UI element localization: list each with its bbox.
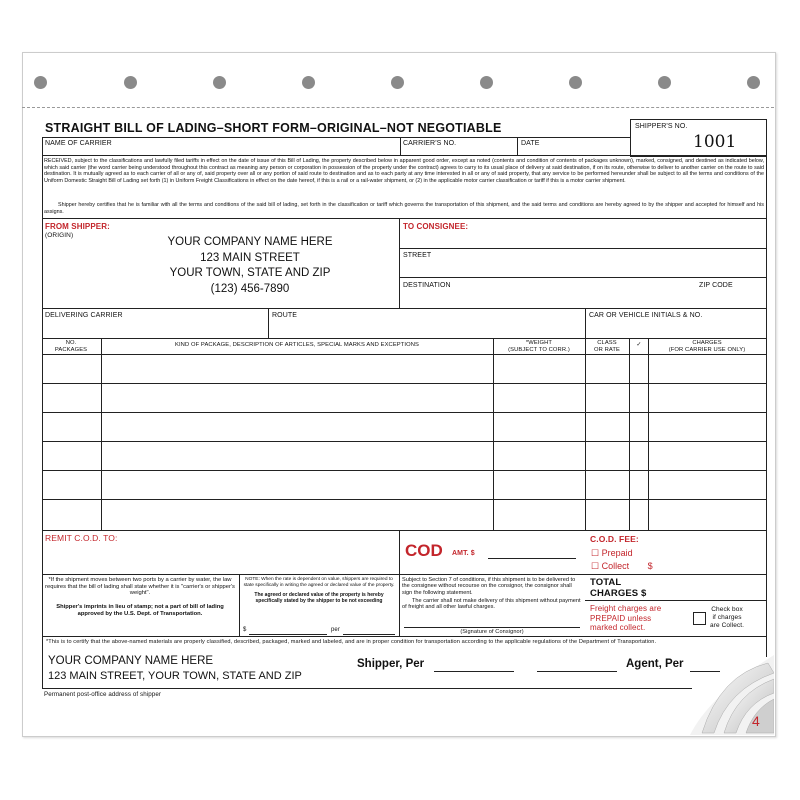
- shipper-company-city: YOUR TOWN, STATE AND ZIP: [169, 267, 331, 279]
- value-note: NOTE: When the rate is dependent on value, shippers are required to state specifically in writing the agreed or declared value of the property.: [243, 577, 395, 588]
- certify-statement: *This is to certify that the above-named materials are properly classified, described, packaged, marked and labeled, and are in proper condition for transportation according to the applicable regulations of the Department of Transportation.: [46, 639, 657, 645]
- table-row[interactable]: [42, 499, 766, 500]
- col-weight: *WEIGHT (SUBJECT TO CORR.): [508, 340, 570, 353]
- punch-hole: [480, 76, 493, 89]
- shippers-no-label: SHIPPER'S NO.: [635, 123, 688, 130]
- value-per: per: [331, 627, 340, 633]
- shipper-company-street: 123 MAIN STREET: [200, 251, 300, 264]
- punch-hole: [213, 76, 226, 89]
- footer-company-address: 123 MAIN STREET, YOUR TOWN, STATE AND ZIP: [48, 670, 302, 682]
- punch-hole: [124, 76, 137, 89]
- section7-statement: Subject to Section 7 of conditions, if this shipment is to be delivered to the consignee without recourse on the consignor, the consignor shall sign the following statement.: [402, 577, 576, 596]
- perforation-line: [22, 107, 774, 108]
- terms-certifies: Shipper hereby certifies that he is familiar with all the terms and conditions of the said bill of lading, set forth in the classification or tariff which governs the transportation of this shipment, and the said terms and conditions are hereby agreed to by the shipper and accepted for himself and his assigns.: [44, 202, 764, 215]
- from-shipper-label: FROM SHIPPER:: [45, 222, 110, 231]
- zip-code-label: ZIP CODE: [699, 282, 733, 289]
- delivering-carrier-label: DELIVERING CARRIER: [45, 312, 123, 319]
- carriers-no-label: CARRIER'S NO.: [403, 140, 457, 147]
- punch-hole: [302, 76, 315, 89]
- table-row[interactable]: [42, 412, 766, 413]
- table-row[interactable]: [42, 470, 766, 471]
- section7-delivery: The carrier shall not make delivery of this shipment without payment of freight and all other lawful charges.: [402, 598, 581, 611]
- form-title: STRAIGHT BILL OF LADING–SHORT FORM–ORIGINAL–NOT NEGOTIABLE: [45, 121, 502, 135]
- street-label: STREET: [403, 252, 432, 259]
- col-charges: CHARGES (FOR CARRIER USE ONLY): [668, 340, 746, 353]
- collect-option[interactable]: ☐ Collect $: [591, 561, 653, 571]
- table-row[interactable]: [42, 441, 766, 442]
- punch-hole: [391, 76, 404, 89]
- check-box-note: Check box if charges are Collect.: [710, 606, 745, 629]
- col-description: KIND OF PACKAGE, DESCRIPTION OF ARTICLES, SPECIAL MARKS AND EXCEPTIONS: [175, 342, 419, 348]
- col-no-packages: NO. PACKAGES: [54, 340, 88, 353]
- col-check-icon: ✓: [636, 342, 642, 348]
- page-curl-icon: [690, 655, 774, 735]
- to-consignee-label: TO CONSIGNEE:: [403, 222, 469, 231]
- shipper-company-name: YOUR COMPANY NAME HERE: [167, 236, 333, 248]
- punch-hole: [569, 76, 582, 89]
- date-label: DATE: [521, 140, 540, 147]
- checkbox-icon[interactable]: ☐: [591, 548, 600, 558]
- punch-hole: [658, 76, 671, 89]
- agent-per-label: Agent, Per: [626, 658, 684, 670]
- car-initials-label: CAR OR VEHICLE INITIALS & NO.: [589, 312, 703, 319]
- punch-hole: [34, 76, 47, 89]
- destination-label: DESTINATION: [403, 282, 451, 289]
- cod-label: COD: [405, 541, 443, 560]
- value-dollar: $: [243, 627, 247, 633]
- shippers-no-value: 1001: [693, 132, 737, 152]
- footer-company-name: YOUR COMPANY NAME HERE: [48, 655, 214, 667]
- prepaid-option[interactable]: ☐ Prepaid: [591, 548, 633, 558]
- imprint-note: Shipper's imprints in lieu of stamp; not a part of bill of lading approved by the U.S. Dept. of Transportation.: [56, 604, 224, 617]
- terms-received: RECEIVED, subject to the classifications and lawfully filed tariffs in effect on the date of issue of this Bill of Lading, the property described below in apparent good order, except as noted (contents and condition of contents of packages unknown), marked, consigned, and destined as indicated below, which said carrier (the word carrier being understood throughout this contract as meaning any person or corporation in possession of the property under the contract) agrees to carry to its usual place of delivery at said destination, if on its route, otherwise to deliver to another carrier on the route to said destination. It is mutually agreed as to each carrier of all or any of, said property over all or any portion of said route to destination and as to each party at any time interested in all or any of said property, that any service to be performed hereunder shall be subject to all the terms and conditions of the Uniform Domestic Straight Bill of Lading set forth (1) in Uniform Freight Classifications in effect on the date hereof, if this is a rail or a rail-water shipment, or (2) in the applicable motor carrier classification or tariff if this is a motor carrier shipment.: [44, 158, 764, 184]
- origin-label: (ORIGIN): [45, 232, 74, 239]
- permanent-address-label: Permanent post-office address of shipper: [44, 691, 162, 698]
- cod-fee-label: C.O.D. FEE:: [590, 534, 639, 544]
- shippers-no-box[interactable]: [630, 119, 767, 157]
- declared-value-note: The agreed or declared value of the property is hereby specifically stated by the shipper to be not exceeding: [254, 592, 384, 604]
- remit-cod-label: REMIT C.O.D. TO:: [45, 533, 118, 543]
- checkbox-icon[interactable]: ☐: [591, 561, 600, 571]
- punch-hole: [747, 76, 760, 89]
- total-charges-label: TOTAL CHARGES $: [590, 577, 647, 599]
- collect-checkbox[interactable]: [693, 612, 706, 625]
- amt-label: AMT. $: [452, 550, 475, 557]
- freight-prepaid-note: Freight charges are PREPAID unless marked collect.: [590, 604, 662, 632]
- table-row[interactable]: [42, 383, 766, 384]
- shipper-per-label: Shipper, Per: [357, 658, 425, 670]
- shipper-company-phone: (123) 456-7890: [210, 282, 290, 295]
- col-class-rate: CLASS OR RATE: [593, 340, 621, 353]
- water-note: *If the shipment moves between two ports by a carrier by water, the law requires that the bill of lading shall state whether it is "carrier's or shipper's weight".: [45, 577, 235, 597]
- part-number: 4: [752, 713, 760, 729]
- signature-consignor-label: (Signature of Consignor): [460, 629, 524, 635]
- route-label: ROUTE: [272, 312, 297, 319]
- name-of-carrier-label: NAME OF CARRIER: [45, 140, 112, 147]
